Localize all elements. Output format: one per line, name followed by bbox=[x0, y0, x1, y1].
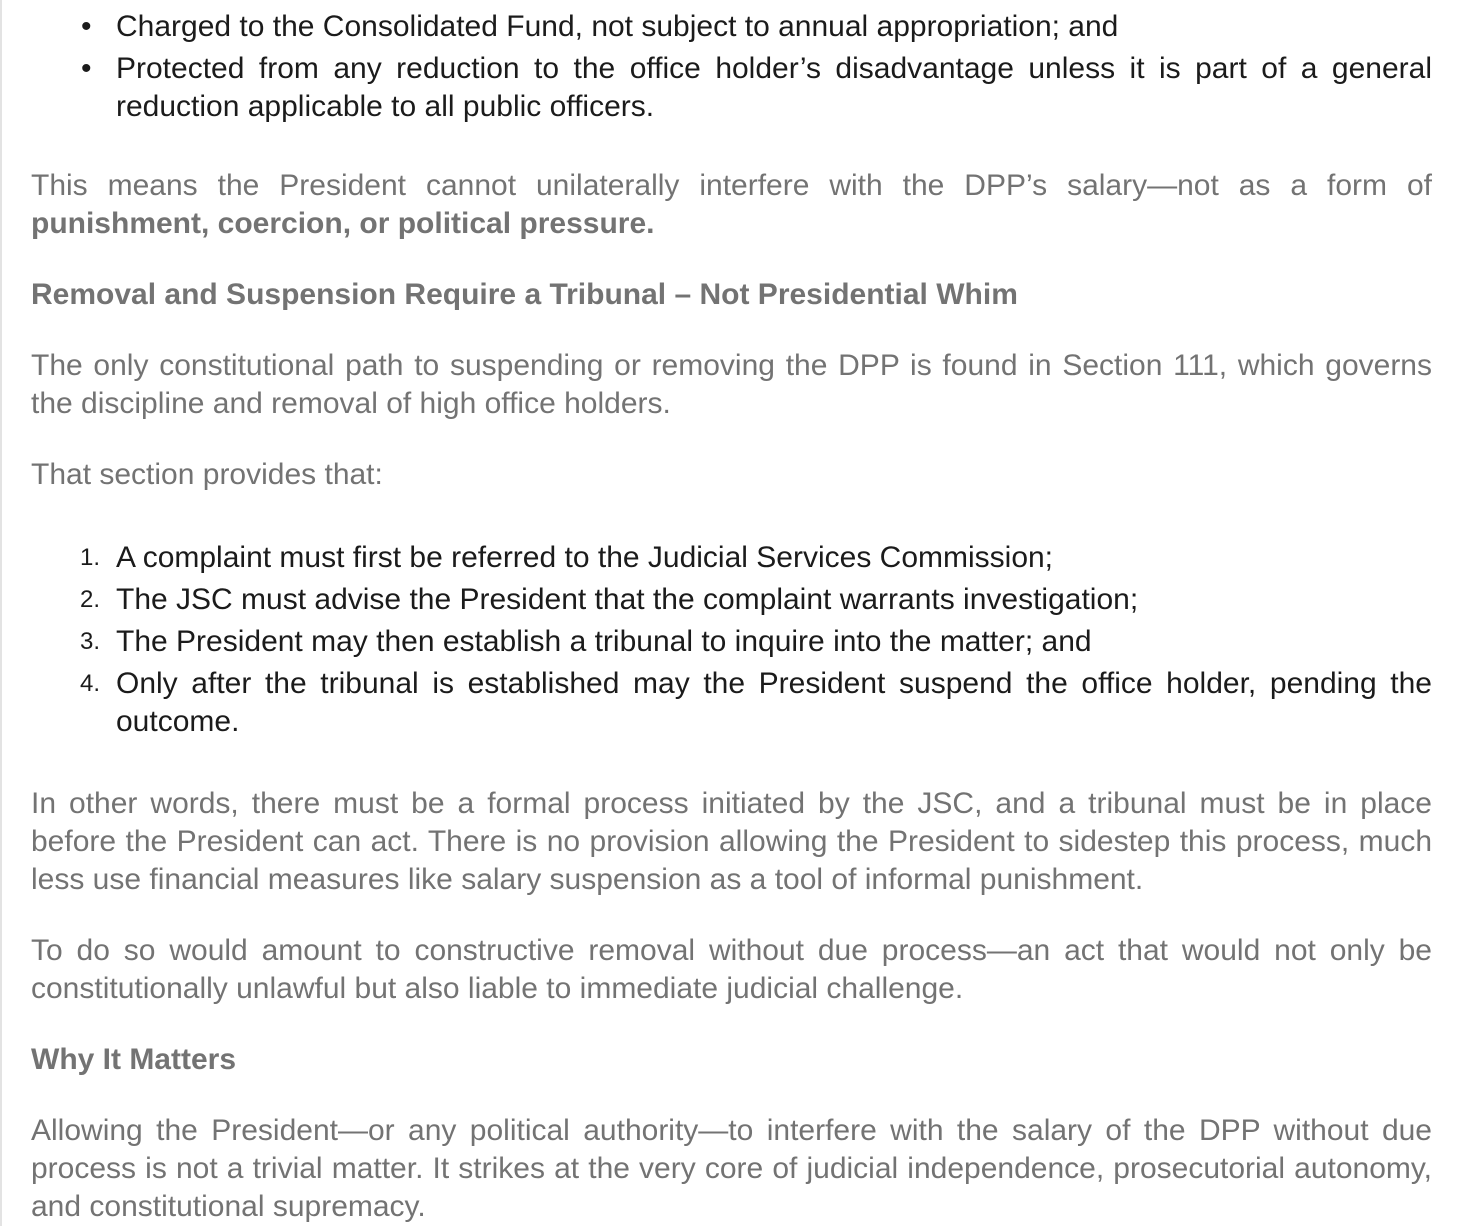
list-item-text: Only after the tribunal is established may the President suspend the office holder, pending the outcome. bbox=[116, 667, 1432, 738]
paragraph-salary-interference bbox=[31, 167, 1432, 243]
paragraph-text: This means the President cannot unilaterally interfere with the DPP’s salary—not as a form of bbox=[31, 169, 1432, 202]
list-item-text: Protected from any reduction to the office holder’s disadvantage unless it is part of a general reduction applicable to all public officers. bbox=[116, 52, 1432, 123]
list-item bbox=[31, 539, 1432, 577]
list-item-text: A complaint must first be referred to the Judicial Services Commission; bbox=[116, 541, 1054, 574]
list-item bbox=[31, 50, 1432, 126]
bullet-icon: • bbox=[81, 10, 92, 43]
heading-removal-suspension: Removal and Suspension Require a Tribunal – Not Presidential Whim bbox=[31, 278, 1018, 311]
list-number: 3. bbox=[79, 628, 100, 655]
list-item bbox=[31, 623, 1432, 661]
list-item bbox=[31, 665, 1432, 741]
numbered-list bbox=[31, 539, 1432, 741]
heading-why-it-matters: Why It Matters bbox=[31, 1043, 237, 1076]
list-number: 1. bbox=[79, 544, 100, 571]
list-item-text: The JSC must advise the President that the complaint warrants investigation; bbox=[116, 583, 1139, 616]
bullet-list bbox=[31, 8, 1432, 126]
bullet-icon: • bbox=[81, 52, 92, 85]
list-item bbox=[31, 581, 1432, 619]
paragraph-section-111: The only constitutional path to suspending or removing the DPP is found in Section 111, which governs the discipline and removal of high office holders. bbox=[31, 349, 1432, 420]
list-item-text: The President may then establish a tribunal to inquire into the matter; and bbox=[116, 625, 1092, 658]
paragraph-that-section-provides: That section provides that: bbox=[31, 458, 383, 491]
paragraph-constructive-removal: To do so would amount to constructive removal without due process—an act that would not only be constitutionally unlawful but also liable to immediate judicial challenge. bbox=[31, 934, 1432, 1005]
paragraph-why-it-matters: Allowing the President—or any political authority—to interfere with the salary of the DPP without due process is not a trivial matter. It strikes at the very core of judicial independence, prosecutorial autonomy, and constitutional supremacy. bbox=[31, 1114, 1432, 1223]
list-item bbox=[31, 8, 1432, 46]
paragraph-bold-text: punishment, coercion, or political pressure. bbox=[31, 207, 655, 240]
paragraph-formal-process: In other words, there must be a formal process initiated by the JSC, and a tribunal must be in place before the President can act. There is no provision allowing the President to sidestep this process, much less use financial measures like salary suspension as a tool of informal punishment. bbox=[31, 787, 1432, 896]
list-number: 4. bbox=[79, 670, 100, 697]
list-item-text: Charged to the Consolidated Fund, not subject to annual appropriation; and bbox=[116, 10, 1119, 43]
list-number: 2. bbox=[79, 586, 100, 613]
